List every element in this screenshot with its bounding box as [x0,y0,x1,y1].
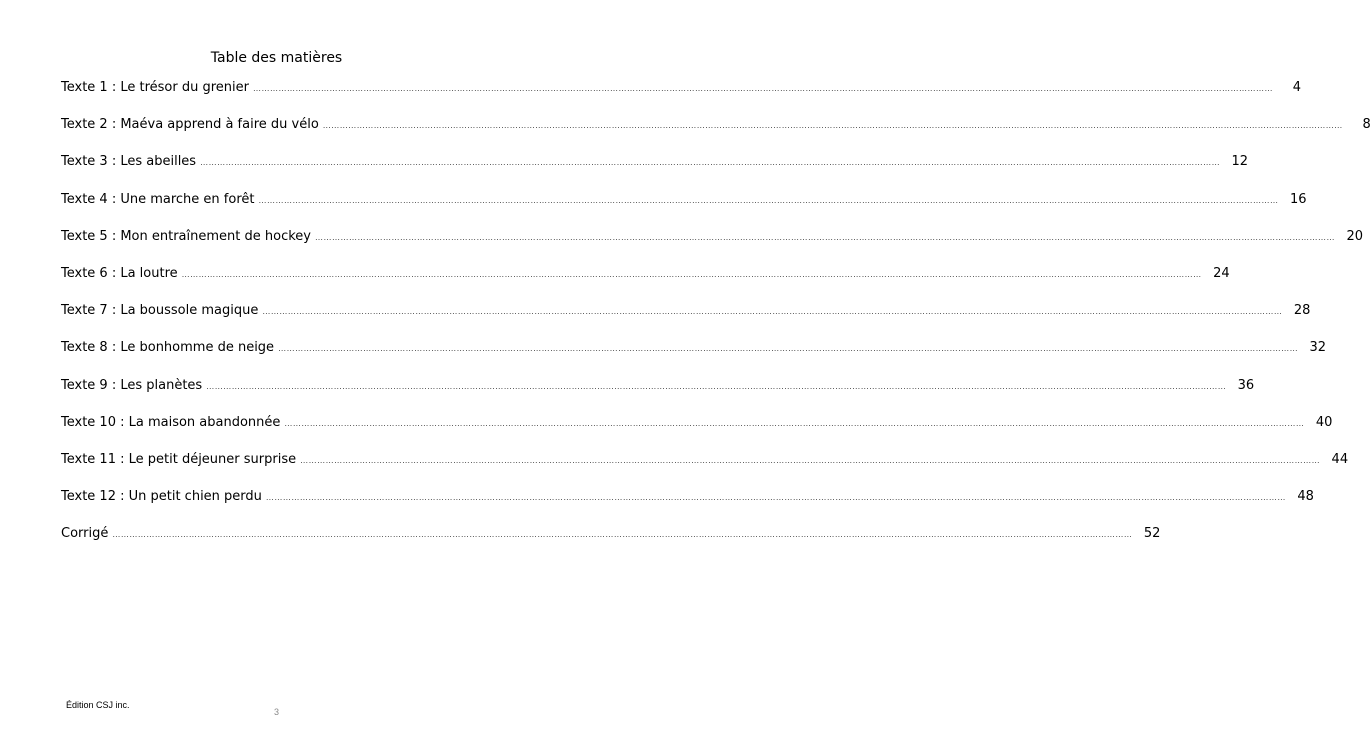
toc-entry-label: Texte 12 : Un petit chien perdu [61,489,262,505]
toc-entry [61,450,1349,487]
toc-dot-leader: ……………………………………………………………………………………………………………………………………………………………………………………………………………………………………………………………………………………………………………………………… [252,84,1273,93]
toc-dot-leader: ……………………………………………………………………………………………………………………………………………………………………………………………………………………………………………………………………………………………………………………………… [284,418,1305,428]
toc-dot-leader: ……………………………………………………………………………………………………………………………………………………………………………………………………………………………………………………………………………………………………………………………… [112,530,1133,540]
toc-entry-page: 52 [1143,526,1161,542]
toc-entry-label: Texte 10 : La maison abandonnée [61,414,281,430]
toc-entry-label: Texte 11 : Le petit déjeuner surprise [61,451,297,467]
toc-entry-page: 24 [1213,265,1230,281]
toc-entry [61,190,1307,227]
footer-page-number: 3 [273,707,279,717]
toc-dot-leader: ……………………………………………………………………………………………………………………………………………………………………………………………………………………………………………………………………………………………………………………………… [262,307,1283,317]
toc-entry [61,413,1333,450]
toc-dot-leader: ……………………………………………………………………………………………………………………………………………………………………………………………………………………………………………………………………………………………………………………………… [181,269,1202,279]
toc-entry [61,264,1230,301]
table-of-contents [61,78,1371,561]
toc-entry-page: 16 [1289,191,1307,207]
toc-dot-leader: ……………………………………………………………………………………………………………………………………………………………………………………………………………………………………………………………………………………………………………………………… [258,195,1279,205]
toc-entry-label: Texte 8 : Le bonhomme de neige [61,340,275,356]
toc-entry-page: 48 [1297,489,1314,505]
toc-entry [61,78,1301,115]
toc-dot-leader: ……………………………………………………………………………………………………………………………………………………………………………………………………………………………………………………………………………………………………………………………… [314,232,1335,242]
toc-entry-page: 44 [1331,451,1349,467]
toc-dot-leader: ……………………………………………………………………………………………………………………………………………………………………………………………………………………………………………………………………………………………………………………………… [200,158,1221,168]
toc-entry [61,227,1363,264]
toc-entry-page: 4 [1292,80,1301,95]
toc-entry [61,487,1314,524]
toc-entry-page: 8 [1362,117,1371,133]
toc-entry-label: Corrigé [61,526,109,542]
toc-entry-page: 20 [1346,228,1363,244]
toc-entry [61,152,1249,189]
toc-entry [61,376,1255,413]
toc-entry [61,338,1327,375]
toc-entry-label: Texte 4 : Une marche en forêt [61,191,255,207]
toc-entry-label: Texte 5 : Mon entraînement de hockey [61,228,311,244]
toc-entry-label: Texte 6 : La loutre [61,265,178,281]
toc-dot-leader: ……………………………………………………………………………………………………………………………………………………………………………………………………………………………………………………………………………………………………………………………… [322,121,1343,131]
toc-entry-page: 36 [1237,377,1255,393]
toc-entry-label: Texte 9 : Les planètes [61,377,203,393]
toc-entry-page: 40 [1315,414,1333,430]
toc-entry-page: 28 [1293,303,1311,319]
toc-entry [61,115,1371,152]
toc-entry-page: 12 [1231,154,1249,170]
toc-entry-label: Texte 3 : Les abeilles [61,154,197,170]
toc-dot-leader: ……………………………………………………………………………………………………………………………………………………………………………………………………………………………………………………………………………………………………………………………… [300,455,1321,465]
toc-entry-label: Texte 7 : La boussole magique [61,303,259,319]
page-title: Table des matières [210,50,343,66]
toc-dot-leader: ……………………………………………………………………………………………………………………………………………………………………………………………………………………………………………………………………………………………………………………………… [278,344,1299,354]
toc-entry [61,301,1311,338]
toc-dot-leader: ……………………………………………………………………………………………………………………………………………………………………………………………………………………………………………………………………………………………………………………………… [265,493,1286,503]
toc-dot-leader: ……………………………………………………………………………………………………………………………………………………………………………………………………………………………………………………………………………………………………………………………… [206,381,1227,391]
toc-entry-label: Texte 1 : Le trésor du grenier [61,80,249,95]
toc-entry [61,524,1161,561]
toc-entry-page: 32 [1309,340,1327,356]
toc-entry-label: Texte 2 : Maéva apprend à faire du vélo [61,117,319,133]
footer-edition: Édition CSJ inc. [66,700,130,710]
